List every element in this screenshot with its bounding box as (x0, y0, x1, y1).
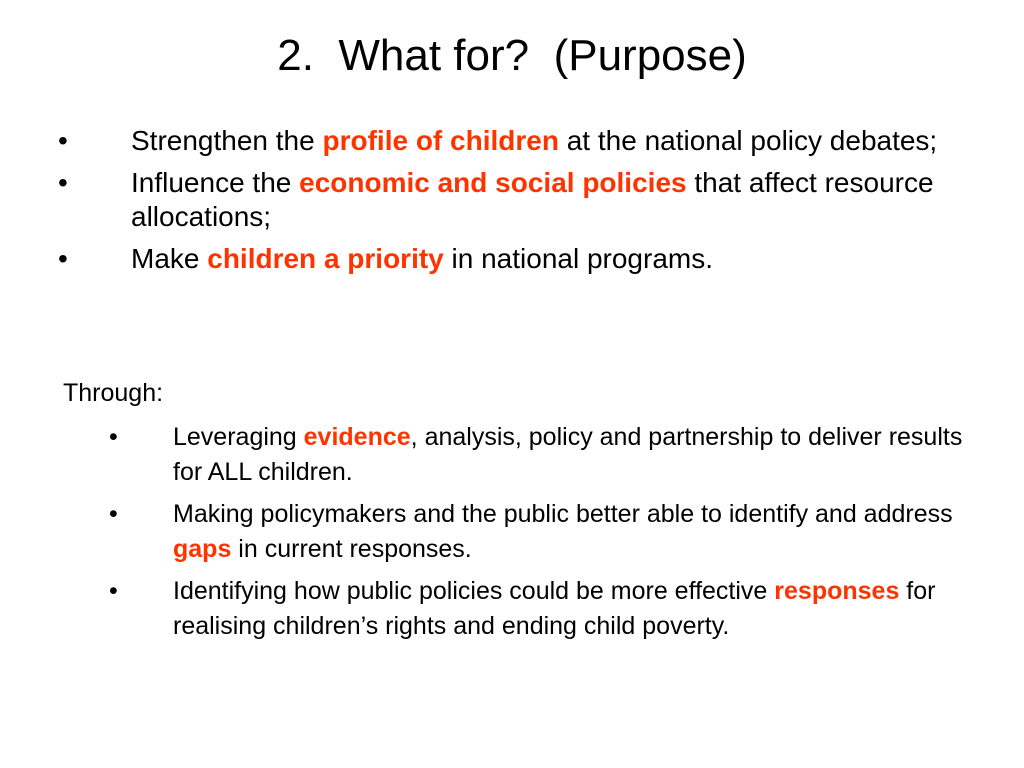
bullet-text: Make (131, 243, 208, 274)
bullet-text: Strengthen the (131, 125, 323, 156)
bullet-text: in national programs. (443, 243, 714, 274)
bullet-highlight: profile of children (322, 125, 559, 156)
bullet-icon: • (58, 243, 68, 274)
bullet-icon: • (58, 125, 68, 156)
bullet-text: that affect resource allocations; (131, 167, 934, 232)
main-bullet-item (58, 242, 958, 276)
sub-bullet-list (109, 420, 989, 651)
bullet-text: for realising children’s rights and ending child poverty. (173, 577, 936, 640)
sub-bullet-item (109, 497, 989, 567)
bullet-highlight: gaps (173, 535, 232, 563)
bullet-text: Leveraging (173, 423, 304, 451)
bullet-text: , analysis, policy and partnership to deliver results for ALL children. (173, 423, 963, 486)
slide-title: 2. What for? (Purpose) (277, 31, 747, 80)
bullet-text: Influence the (131, 167, 300, 198)
bullet-text: Making policymakers and the public better able to identify and address (173, 500, 953, 528)
main-bullet-item (58, 166, 958, 234)
bullet-icon: • (109, 577, 118, 605)
sub-bullet-item (109, 574, 989, 644)
bullet-icon: • (58, 167, 68, 198)
bullet-icon: • (109, 500, 118, 528)
bullet-highlight: responses (774, 577, 900, 605)
bullet-highlight: children a priority (207, 243, 444, 274)
bullet-highlight: evidence (303, 423, 411, 451)
main-bullet-list (58, 124, 958, 284)
bullet-highlight: economic and social policies (299, 167, 687, 198)
bullet-icon: • (109, 423, 118, 451)
through-label: Through: (63, 379, 164, 407)
sub-bullet-item (109, 420, 989, 490)
bullet-text: Identifying how public policies could be more effective (173, 577, 775, 605)
bullet-text: in current responses. (231, 535, 472, 563)
main-bullet-item (58, 124, 958, 158)
bullet-text: at the national policy debates; (558, 125, 938, 156)
